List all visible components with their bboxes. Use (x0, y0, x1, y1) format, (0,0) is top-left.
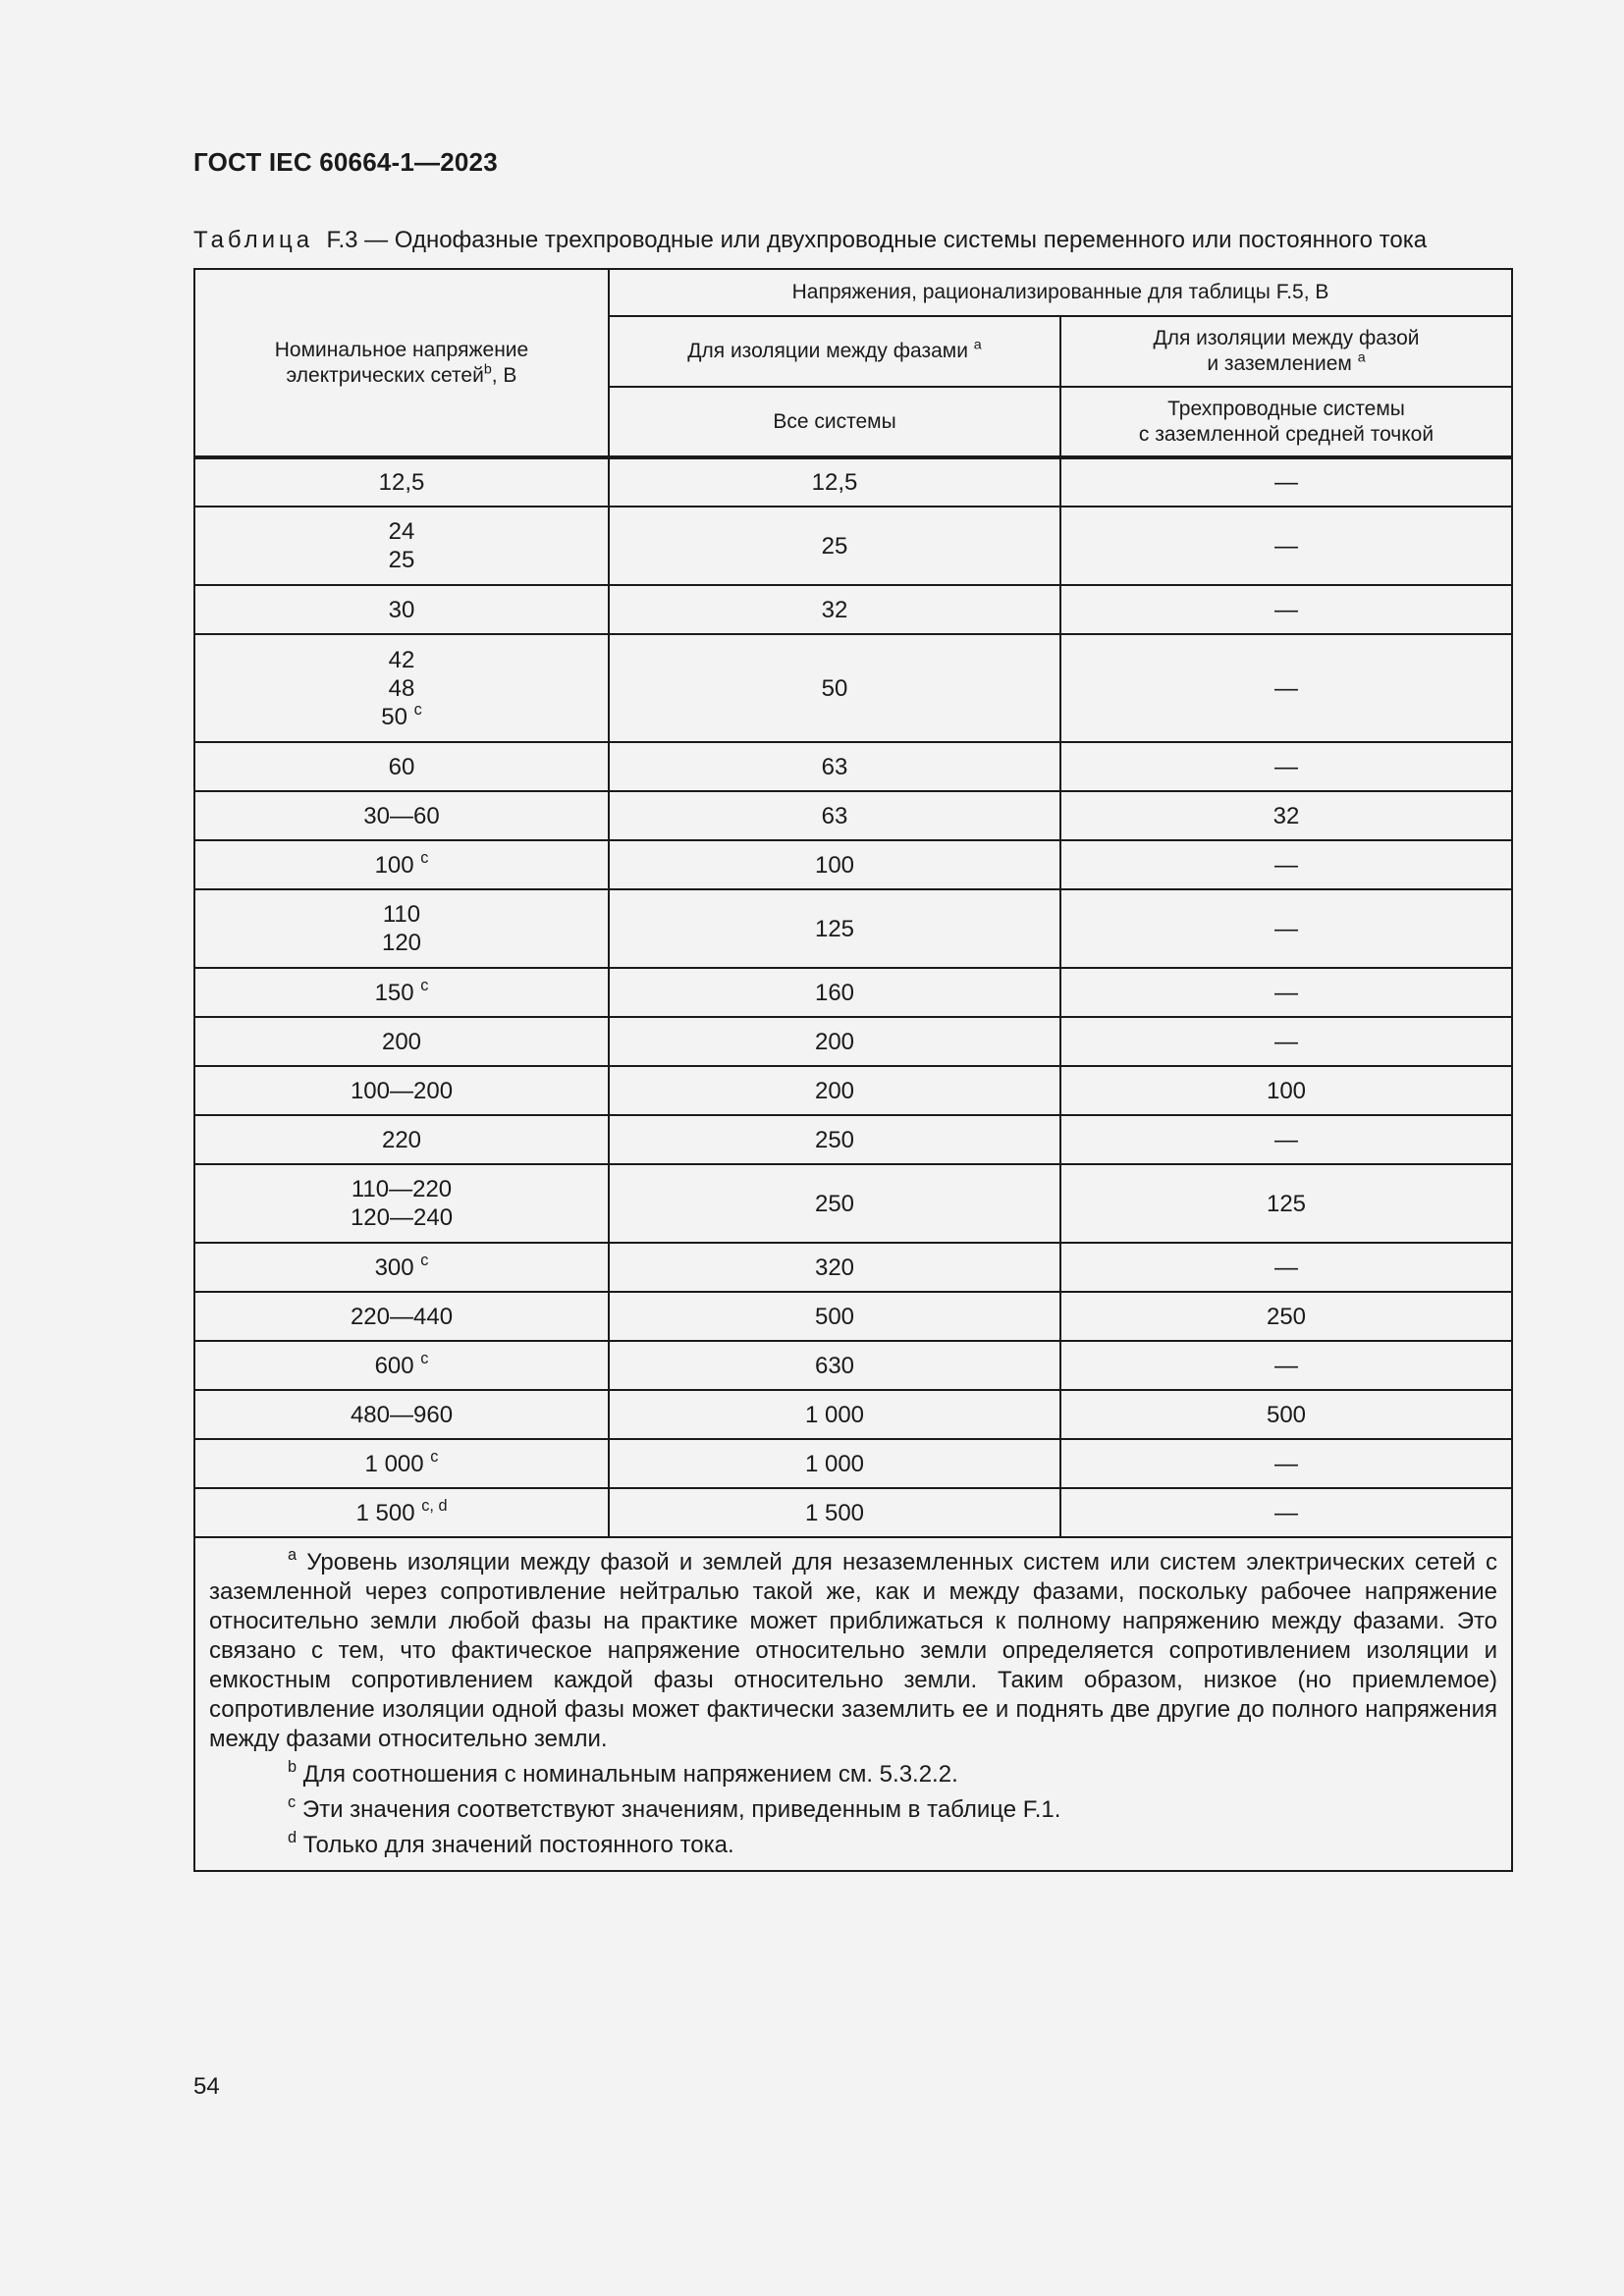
nominal-value: 110 (382, 901, 421, 928)
cell-phase-to-earth: 125 (1060, 1164, 1512, 1243)
nominal-value: 110—220 (351, 1176, 453, 1202)
nominal-value: 1 000 (364, 1450, 424, 1477)
cell-nominal-voltage (194, 1164, 609, 1243)
table-row (194, 1243, 1512, 1292)
nominal-value: 25 (388, 547, 415, 573)
cell-phase-to-earth: — (1060, 968, 1512, 1017)
cell-phase-to-phase: 1 500 (609, 1488, 1060, 1537)
nominal-value: 220—440 (350, 1303, 454, 1330)
header-three-wire-line1: Трехпроводные системы (1167, 397, 1405, 420)
page-number: 54 (193, 2073, 220, 2100)
table-row (194, 457, 1512, 507)
cell-nominal-voltage (194, 1439, 609, 1488)
header-nominal-voltage-label: Номинальное напряжение электрических сетей (274, 338, 529, 387)
table-caption-label: Таблица (193, 227, 314, 253)
cell-phase-to-earth: 500 (1060, 1390, 1512, 1439)
cell-nominal-voltage (194, 1017, 609, 1066)
nominal-value: 100—200 (350, 1077, 454, 1104)
table-row (194, 742, 1512, 791)
header-phase-to-phase (609, 316, 1060, 387)
footnote-d-mark: d (288, 1829, 298, 1847)
cell-phase-to-earth: — (1060, 457, 1512, 507)
cell-phase-to-phase: 320 (609, 1243, 1060, 1292)
cell-phase-to-earth: — (1060, 507, 1512, 585)
cell-nominal-voltage (194, 634, 609, 742)
cell-phase-to-earth: — (1060, 1439, 1512, 1488)
cell-phase-to-phase: 63 (609, 791, 1060, 840)
footnote-b (209, 1760, 1497, 1789)
header-all-systems: Все системы (609, 387, 1060, 457)
cell-phase-to-earth: — (1060, 585, 1512, 634)
cell-phase-to-earth: — (1060, 1341, 1512, 1390)
table-row (194, 1439, 1512, 1488)
cell-nominal-voltage (194, 1341, 609, 1390)
cell-phase-to-phase: 250 (609, 1115, 1060, 1164)
cell-phase-to-earth: — (1060, 1115, 1512, 1164)
footnote-ref: c (420, 1349, 429, 1367)
header-rationalized-voltages: Напряжения, рационализированные для таблицы F.5, В (609, 269, 1512, 316)
cell-phase-to-earth: — (1060, 889, 1512, 968)
footnote-a-mark: a (288, 1546, 298, 1565)
header-phase-to-earth (1060, 316, 1512, 387)
cell-nominal-voltage (194, 889, 609, 968)
table-row (194, 791, 1512, 840)
cell-nominal-voltage (194, 840, 609, 889)
footnote-ref: a (1357, 349, 1366, 366)
footnote-b-text: Для соотношения с номинальным напряжением см. 5.3.2.2. (302, 1761, 958, 1788)
footnote-a-text: Уровень изоляции между фазой и землей для незаземленных систем или систем электрических сетей с заземленной через сопротивление нейтралью такой же, как и между фазами, поскольку рабочее напряжение относительно земли любой фазы на практике может приближаться к полному напряжению между фазами. Это связано с тем, что фактическое напряжение относительно земли определяется сопротивлением изоляции и емкостным сопротивлением каждой фазы относительно земли. Таким образом, низкое (но приемлемое) сопротивление изоляции одной фазы может фактически заземлить ее и поднять две другие до полного напряжения между фазами относительно земли. (209, 1549, 1498, 1752)
table-caption (193, 227, 1427, 254)
cell-nominal-voltage (194, 791, 609, 840)
nominal-value: 300 (374, 1254, 414, 1281)
cell-phase-to-phase: 200 (609, 1017, 1060, 1066)
nominal-value: 150 (374, 979, 414, 1006)
table-row (194, 1017, 1512, 1066)
header-three-wire-systems (1060, 387, 1512, 457)
cell-phase-to-phase: 100 (609, 840, 1060, 889)
header-three-wire-line2: с заземленной средней точкой (1138, 422, 1435, 446)
nominal-value: 48 (388, 674, 415, 702)
cell-phase-to-phase: 250 (609, 1164, 1060, 1243)
header-nominal-voltage (194, 269, 609, 457)
voltage-table (193, 268, 1513, 1872)
cell-phase-to-earth: 100 (1060, 1066, 1512, 1115)
document-header: ГОСТ IEC 60664-1—2023 (193, 147, 498, 177)
header-phase-to-earth-line1: Для изоляции между фазой (1153, 327, 1420, 349)
footnote-a (209, 1548, 1497, 1754)
footnote-ref: a (973, 337, 982, 353)
cell-phase-to-earth: — (1060, 634, 1512, 742)
table-body (194, 457, 1512, 1537)
nominal-value: 12,5 (378, 469, 425, 496)
cell-nominal-voltage (194, 1115, 609, 1164)
table-row (194, 968, 1512, 1017)
cell-nominal-voltage (194, 1488, 609, 1537)
cell-nominal-voltage (194, 585, 609, 634)
table-row (194, 1341, 1512, 1390)
table-caption-text: F.3 — Однофазные трехпроводные или двухпроводные системы переменного или постоянного тока (326, 227, 1428, 253)
cell-phase-to-phase: 32 (609, 585, 1060, 634)
table-row (194, 1115, 1512, 1164)
table-row (194, 1390, 1512, 1439)
nominal-value: 100 (374, 851, 414, 879)
cell-nominal-voltage (194, 457, 609, 507)
cell-phase-to-earth: — (1060, 742, 1512, 791)
table-row (194, 1488, 1512, 1537)
footnote-c-mark: c (288, 1793, 297, 1812)
table-row (194, 840, 1512, 889)
header-nominal-voltage-unit: , В (491, 363, 517, 387)
cell-phase-to-phase: 1 000 (609, 1439, 1060, 1488)
nominal-value: 1 500 (355, 1499, 415, 1526)
table-row (194, 585, 1512, 634)
cell-nominal-voltage (194, 1292, 609, 1341)
cell-phase-to-phase: 12,5 (609, 457, 1060, 507)
nominal-value: 120 (381, 930, 422, 956)
nominal-value: 200 (381, 1028, 422, 1055)
cell-nominal-voltage (194, 1066, 609, 1115)
table-row (194, 1066, 1512, 1115)
cell-phase-to-phase: 500 (609, 1292, 1060, 1341)
footnote-b-mark: b (288, 1758, 298, 1777)
footnote-c-text: Эти значения соответствуют значениям, приведенным в таблице F.1. (301, 1796, 1061, 1823)
cell-phase-to-phase: 200 (609, 1066, 1060, 1115)
footnote-ref: c (420, 1251, 429, 1269)
table-row (194, 1164, 1512, 1243)
nominal-value: 600 (374, 1352, 414, 1379)
table-row (194, 1292, 1512, 1341)
cell-phase-to-phase: 160 (609, 968, 1060, 1017)
nominal-value: 220 (381, 1126, 422, 1153)
table-row (194, 634, 1512, 742)
nominal-value: 50 (381, 703, 407, 730)
cell-nominal-voltage (194, 968, 609, 1017)
cell-phase-to-earth: 32 (1060, 791, 1512, 840)
table-row (194, 889, 1512, 968)
cell-phase-to-phase: 1 000 (609, 1390, 1060, 1439)
footnote-ref: c (413, 700, 422, 719)
nominal-value: 42 (388, 646, 415, 673)
cell-phase-to-earth: — (1060, 1488, 1512, 1537)
nominal-value: 30—60 (363, 802, 440, 829)
cell-phase-to-earth: — (1060, 1017, 1512, 1066)
nominal-value: 120—240 (350, 1204, 454, 1231)
footnote-ref: b (483, 360, 492, 377)
nominal-value: 60 (388, 753, 415, 780)
footnote-d-text: Только для значений постоянного тока. (302, 1832, 734, 1858)
header-phase-to-earth-line2: и заземлением (1207, 352, 1352, 375)
cell-phase-to-earth: — (1060, 1243, 1512, 1292)
table-footnotes (194, 1537, 1512, 1871)
footnote-ref: c (420, 976, 429, 994)
footnote-ref: c (420, 848, 429, 867)
header-phase-to-phase-label: Для изоляции между фазами (687, 340, 968, 362)
nominal-value: 480—960 (350, 1401, 454, 1428)
cell-phase-to-phase: 25 (609, 507, 1060, 585)
cell-phase-to-phase: 63 (609, 742, 1060, 791)
cell-nominal-voltage (194, 1243, 609, 1292)
cell-nominal-voltage (194, 507, 609, 585)
footnote-ref: c, d (421, 1496, 448, 1515)
footnote-d (209, 1831, 1497, 1860)
table-row (194, 507, 1512, 585)
footnote-c (209, 1795, 1497, 1825)
cell-phase-to-earth: 250 (1060, 1292, 1512, 1341)
cell-nominal-voltage (194, 1390, 609, 1439)
cell-phase-to-phase: 50 (609, 634, 1060, 742)
nominal-value: 30 (388, 596, 415, 623)
cell-phase-to-earth: — (1060, 840, 1512, 889)
nominal-value: 24 (388, 518, 415, 545)
cell-nominal-voltage (194, 742, 609, 791)
footnote-ref: c (430, 1447, 439, 1466)
cell-phase-to-phase: 630 (609, 1341, 1060, 1390)
cell-phase-to-phase: 125 (609, 889, 1060, 968)
